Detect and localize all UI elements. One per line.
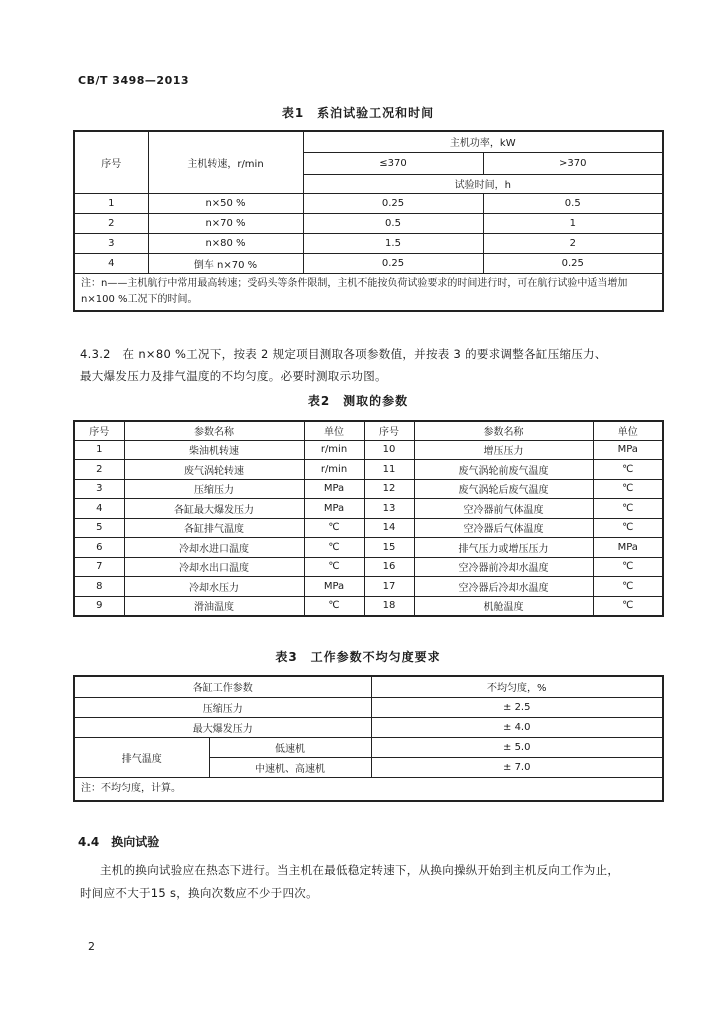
- table1-cell-time-low: 0.5: [303, 213, 483, 233]
- table1-cell-speed: n×70 %: [148, 213, 303, 233]
- section-4-4-line2: 时间应不大于15 s，换向次数应不少于四次。: [80, 886, 318, 900]
- table2-cell: 各缸排气温度: [124, 518, 304, 538]
- table2-cell: ℃: [304, 596, 364, 616]
- table2-cell: ℃: [593, 499, 663, 519]
- table2-header-param: 参数名称: [124, 421, 304, 440]
- table3-value-maxburst: ± 4.0: [371, 717, 663, 737]
- table-row: [74, 717, 663, 737]
- table2-cell: 11: [364, 460, 414, 480]
- table2-cell: ℃: [593, 577, 663, 597]
- section-4-4-title: 4.4 换向试验: [78, 835, 160, 849]
- table1-header-speed: 主机转速，r/min: [148, 131, 303, 193]
- table1-cell-time-low: 0.25: [303, 193, 483, 213]
- table2-cell: ℃: [593, 479, 663, 499]
- table2-cell: 冷却水压力: [124, 577, 304, 597]
- table-row: [74, 596, 663, 616]
- table-row: [74, 538, 663, 558]
- para-4-3-2-line2: 最大爆发压力及排气温度的不均匀度。必要时测取示功图。: [80, 369, 387, 383]
- table1-cell-speed: n×50 %: [148, 193, 303, 213]
- table2-cell: MPa: [304, 499, 364, 519]
- table1-caption: 表1 系泊试验工况和时间: [281, 106, 435, 120]
- table-row: [74, 440, 663, 460]
- table1: [73, 130, 664, 312]
- table2: [73, 420, 664, 617]
- table2-cell: 压缩压力: [124, 479, 304, 499]
- table2-cell: MPa: [593, 538, 663, 558]
- table2-cell: 14: [364, 518, 414, 538]
- table2-cell: 2: [74, 460, 124, 480]
- table2-cell: 空冷器前冷却水温度: [414, 557, 593, 577]
- table-row: [74, 518, 663, 538]
- table-row: [74, 737, 663, 757]
- table2-cell: ℃: [593, 596, 663, 616]
- table2-cell: 机舱温度: [414, 596, 593, 616]
- table2-cell: 增压压力: [414, 440, 593, 460]
- para-4-3-2-line1: 4.3.2 在 n×80 %工况下，按表 2 规定项目测取各项参数值，并按表 3 的要求调整各缸压缩压力、: [80, 347, 607, 361]
- table2-cell: MPa: [593, 440, 663, 460]
- table2-cell: 废气涡轮前废气温度: [414, 460, 593, 480]
- table1-cell-time-high: 0.5: [483, 193, 663, 213]
- table2-cell: ℃: [304, 538, 364, 558]
- table3-label-maxburst: 最大爆发压力: [74, 717, 371, 737]
- page-number: 2: [88, 940, 95, 953]
- table3: [73, 675, 664, 802]
- table-row: [74, 213, 663, 233]
- table-row: [74, 233, 663, 253]
- table1-note: 注：n——主机航行中常用最高转速；受码头等条件限制，主机不能按负荷试验要求的时间进行时，可在航行试验中适当增加n×100 %工况下的时间。: [74, 273, 663, 311]
- table1-header-no: 序号: [74, 131, 148, 193]
- table2-cell: 12: [364, 479, 414, 499]
- table2-cell: MPa: [304, 577, 364, 597]
- table2-cell: 空冷器后冷却水温度: [414, 577, 593, 597]
- table2-cell: 3: [74, 479, 124, 499]
- table-row: [74, 577, 663, 597]
- table2-cell: 空冷器后气体温度: [414, 518, 593, 538]
- table2-cell: 冷却水出口温度: [124, 557, 304, 577]
- table2-cell: ℃: [593, 518, 663, 538]
- table-row: [74, 460, 663, 480]
- table3-sub-mid-high-speed: 中速机、高速机: [209, 757, 371, 777]
- table-row: [74, 479, 663, 499]
- table2-cell: 6: [74, 538, 124, 558]
- table2-header-no: 序号: [364, 421, 414, 440]
- table2-cell: 15: [364, 538, 414, 558]
- table2-cell: 冷却水进口温度: [124, 538, 304, 558]
- table1-cell-speed: n×80 %: [148, 233, 303, 253]
- table2-header-param: 参数名称: [414, 421, 593, 440]
- table2-cell: 8: [74, 577, 124, 597]
- table3-value-mid-high-speed: ± 7.0: [371, 757, 663, 777]
- table2-cell: 7: [74, 557, 124, 577]
- table1-cell-time-low: 0.25: [303, 253, 483, 273]
- table2-cell: 各缸最大爆发压力: [124, 499, 304, 519]
- table1-cell-no: 3: [74, 233, 148, 253]
- table3-value-low-speed: ± 5.0: [371, 737, 663, 757]
- table3-label-compress: 压缩压力: [74, 697, 371, 717]
- table3-header-value: 不均匀度，%: [371, 676, 663, 697]
- table3-label-exhaust: 排气温度: [74, 737, 209, 777]
- table-row: [74, 499, 663, 519]
- table2-cell: 17: [364, 577, 414, 597]
- table-row: [74, 253, 663, 273]
- table2-cell: 废气涡轮转速: [124, 460, 304, 480]
- table2-header-no: 序号: [74, 421, 124, 440]
- section-4-4-line1: 主机的换向试验应在热态下进行。当主机在最低稳定转速下，从换向操纵开始到主机反向工作为止，: [100, 863, 620, 877]
- table1-cell-time-high: 0.25: [483, 253, 663, 273]
- table3-sub-low-speed: 低速机: [209, 737, 371, 757]
- table1-cell-no: 1: [74, 193, 148, 213]
- table2-cell: ℃: [304, 557, 364, 577]
- table2-cell: ℃: [304, 518, 364, 538]
- table1-cell-no: 4: [74, 253, 148, 273]
- table2-cell: 9: [74, 596, 124, 616]
- table2-cell: 空冷器前气体温度: [414, 499, 593, 519]
- table2-caption: 表2 测取的参数: [307, 394, 409, 408]
- standard-code: CB/T 3498—2013: [78, 74, 190, 87]
- table2-header-unit: 单位: [304, 421, 364, 440]
- table1-cell-time-low: 1.5: [303, 233, 483, 253]
- table1-header-time: 试验时间，h: [303, 174, 663, 193]
- table2-header-unit: 单位: [593, 421, 663, 440]
- table3-caption: 表3 工作参数不均匀度要求: [275, 650, 441, 664]
- table2-cell: MPa: [304, 479, 364, 499]
- table1-cell-no: 2: [74, 213, 148, 233]
- table2-cell: 10: [364, 440, 414, 460]
- table2-cell: 16: [364, 557, 414, 577]
- table2-cell: 滑油温度: [124, 596, 304, 616]
- table3-header-param: 各缸工作参数: [74, 676, 371, 697]
- table2-cell: 排气压力或增压压力: [414, 538, 593, 558]
- table2-cell: 1: [74, 440, 124, 460]
- table-row: [74, 557, 663, 577]
- table2-cell: 5: [74, 518, 124, 538]
- table2-cell: ℃: [593, 557, 663, 577]
- table2-cell: ℃: [593, 460, 663, 480]
- table1-header-power-low: ≤370: [303, 152, 483, 174]
- table2-cell: 13: [364, 499, 414, 519]
- table1-cell-time-high: 1: [483, 213, 663, 233]
- table1-cell-time-high: 2: [483, 233, 663, 253]
- table1-header-power-high: >370: [483, 152, 663, 174]
- table2-cell: r/min: [304, 440, 364, 460]
- table-row: [74, 697, 663, 717]
- table2-cell: 18: [364, 596, 414, 616]
- table-row: [74, 193, 663, 213]
- table2-cell: r/min: [304, 460, 364, 480]
- table2-cell: 4: [74, 499, 124, 519]
- table2-cell: 柴油机转速: [124, 440, 304, 460]
- table1-header-power: 主机功率，kW: [303, 131, 663, 152]
- table3-note: 注：不均匀度，计算。: [74, 777, 663, 801]
- table3-value-compress: ± 2.5: [371, 697, 663, 717]
- table2-cell: 废气涡轮后废气温度: [414, 479, 593, 499]
- table1-cell-speed: 倒车 n×70 %: [148, 253, 303, 273]
